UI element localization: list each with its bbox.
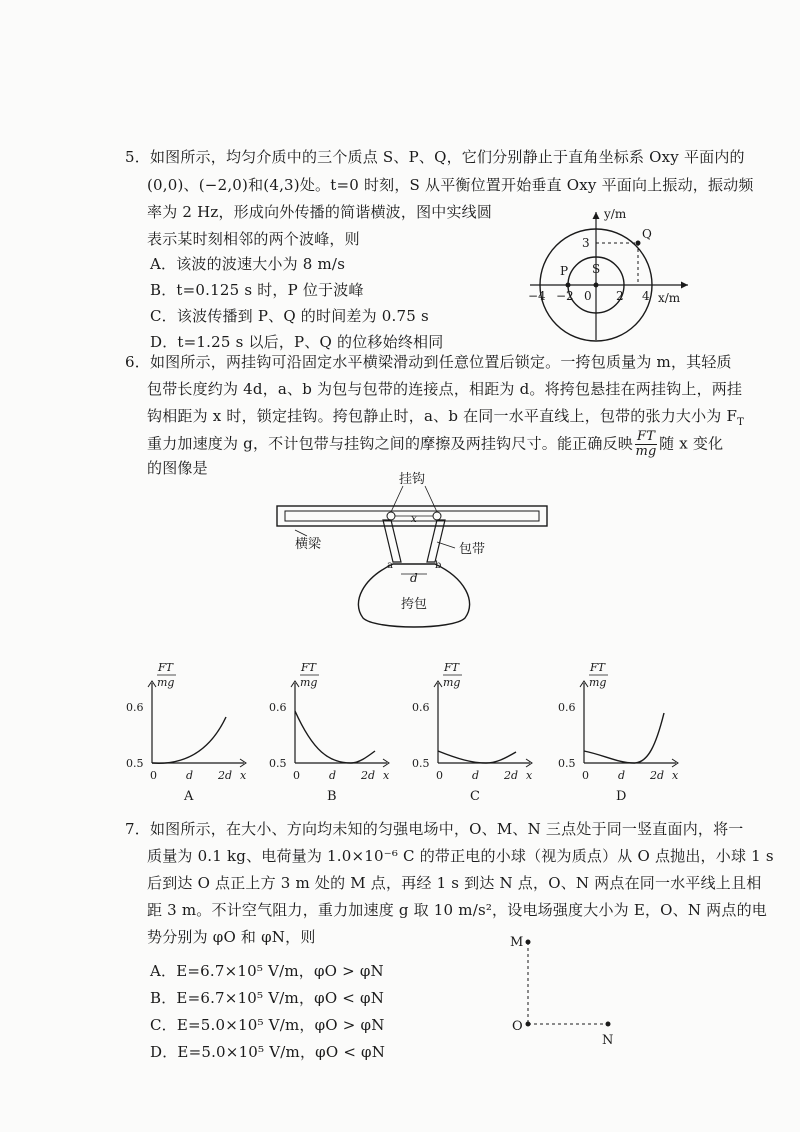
x-tick-0: 0 — [582, 769, 589, 782]
label-beam: 横梁 — [295, 537, 322, 552]
x-tick-2d: 2d — [650, 769, 665, 782]
y-label-den: mg — [157, 676, 175, 689]
ft-over-mg-fraction — [635, 430, 657, 459]
graph-D — [558, 661, 679, 804]
label-d: d — [410, 571, 418, 585]
curve-B — [295, 711, 375, 763]
curve-C — [438, 751, 516, 763]
q7-option-d: D．E=5.0×10⁵ V/m，φO < φN — [150, 1043, 386, 1061]
graph-B — [269, 661, 390, 804]
point-q — [636, 241, 641, 246]
x-axis-label: x — [672, 769, 679, 782]
x-axis-label: x/m — [658, 291, 681, 305]
curve-A — [152, 717, 226, 763]
point-p — [566, 283, 571, 288]
q7-points-figure — [500, 930, 630, 1050]
q5-line-1: 5．如图所示，均匀介质中的三个质点 S、P、Q，它们分别静止于直角坐标系 Oxy 平面内的 — [125, 148, 745, 166]
q5-line-2: (0,0)、(−2,0)和(4,3)处。t=0 时刻，S 从平衡位置开始垂直 Oxy 平面向上振动，振动频 — [147, 176, 754, 194]
label-strap: 包带 — [459, 542, 486, 557]
graph-name-A: A — [184, 789, 194, 804]
hook-left — [387, 512, 395, 520]
graph-name-B: B — [327, 789, 337, 804]
q7-line-1: 7．如图所示，在大小、方向均未知的匀强电场中，O、M、N 三点处于同一竖直面内，将一 — [125, 820, 744, 838]
q6-line-4-tail: 随 x 变化 — [659, 434, 724, 453]
x-tick-d: d — [618, 769, 626, 782]
y-tick-0.5: 0.5 — [269, 757, 287, 770]
x-tick-2d: 2d — [504, 769, 519, 782]
y-label-den: mg — [589, 676, 607, 689]
y-tick-0.6: 0.6 — [558, 701, 576, 714]
label-hook: 挂钩 — [399, 472, 426, 487]
x-axis-label: x — [526, 769, 533, 782]
x-tick-0: 0 — [436, 769, 443, 782]
y-label-num: FT — [444, 661, 459, 674]
x-tick-2d: 2d — [218, 769, 233, 782]
tick-2: 2 — [616, 289, 624, 303]
q6-line-4 — [147, 430, 723, 459]
q6-line-3-text: 钩相距为 x 时，锁定挂钩。挎包静止时，a、b 在同一水平直线上，包带的张力大小为 F — [147, 407, 738, 425]
q5-option-a: A．该波的波速大小为 8 m/s — [150, 255, 346, 273]
label-n: N — [602, 1033, 614, 1048]
label-q: Q — [642, 227, 652, 241]
y-label-num: FT — [590, 661, 605, 674]
q6-line-2: 包带长度约为 4d，a、b 为包与包带的连接点，相距为 d。将挎包悬挂在两挂钩上，两挂 — [147, 380, 743, 398]
q6-graphs — [120, 655, 700, 805]
point-m — [526, 940, 531, 945]
q6-line-3 — [147, 405, 744, 428]
tick-neg2: −2 — [556, 289, 574, 303]
q6-line-1: 6．如图所示，两挂钩可沿固定水平横梁滑动到任意位置后锁定。一挎包质量为 m，其轻质 — [125, 353, 732, 371]
point-o — [526, 1022, 531, 1027]
x-tick-d: d — [472, 769, 480, 782]
graph-name-C: C — [470, 789, 480, 804]
y-label-num: FT — [301, 661, 316, 674]
label-p: P — [560, 264, 569, 278]
q5-wave-figure — [520, 200, 700, 350]
q7-option-c: C．E=5.0×10⁵ V/m，φO > φN — [150, 1016, 385, 1034]
y-tick-0.6: 0.6 — [269, 701, 287, 714]
y-tick-0.6: 0.6 — [412, 701, 430, 714]
q5-line-4: 表示某时刻相邻的两个波峰，则 — [147, 230, 360, 248]
x-tick-2d: 2d — [361, 769, 376, 782]
y-label-num: FT — [158, 661, 173, 674]
x-tick-0: 0 — [150, 769, 157, 782]
frac-num: FT — [636, 429, 656, 444]
x-tick-d: d — [186, 769, 194, 782]
label-x: x — [411, 514, 417, 525]
label-a: a — [387, 560, 393, 571]
q7-option-b: B．E=6.7×10⁵ V/m，φO < φN — [150, 989, 385, 1007]
label-m: M — [510, 935, 524, 950]
x-axis-label: x — [383, 769, 390, 782]
x-axis-label: x — [240, 769, 247, 782]
y-axis-label: y/m — [604, 207, 627, 221]
q6-line-3-sub: T — [737, 417, 744, 428]
q5-option-c: C．该波传播到 P、Q 的时间差为 0.75 s — [150, 307, 429, 325]
y-tick-0.5: 0.5 — [126, 757, 144, 770]
y-tick-0.5: 0.5 — [558, 757, 576, 770]
q6-line-5: 的图像是 — [147, 459, 208, 477]
frac-den: mg — [635, 444, 657, 459]
q7-line-2: 质量为 0.1 kg、电荷量为 1.0×10⁻⁶ C 的带正电的小球（视为质点）从 O 点抛出，小球 1 s — [147, 847, 774, 865]
q6-line-4-text: 重力加速度为 g，不计包带与挂钩之间的摩擦及两挂钩尺寸。能正确反映 — [147, 434, 633, 453]
q5-option-d: D．t=1.25 s 以后，P、Q 的位移始终相同 — [150, 333, 444, 351]
y-tick-0.5: 0.5 — [412, 757, 430, 770]
tick-3: 3 — [582, 236, 590, 250]
graph-A — [126, 661, 247, 804]
y-tick-0.6: 0.6 — [126, 701, 144, 714]
graph-C — [412, 661, 533, 804]
q7-line-3: 后到达 O 点正上方 3 m 处的 M 点，再经 1 s 到达 N 点，O、N 两点在同一水平线上且相 — [147, 874, 762, 892]
x-tick-d: d — [329, 769, 337, 782]
graph-name-D: D — [616, 789, 627, 804]
point-s — [594, 283, 599, 288]
q7-line-5: 势分别为 φO 和 φN，则 — [147, 928, 316, 946]
q5-line-3: 率为 2 Hz，形成向外传播的简谐横波，图中实线圆 — [147, 203, 493, 221]
q7-line-4: 距 3 m。不计空气阻力，重力加速度 g 取 10 m/s²，设电场强度大小为 E，O、N 两点的电 — [147, 901, 767, 919]
tick-4: 4 — [642, 289, 650, 303]
q5-option-b: B．t=0.125 s 时，P 位于波峰 — [150, 281, 364, 299]
tick-0: 0 — [584, 289, 592, 303]
curve-D — [584, 713, 664, 763]
label-b: b — [435, 560, 442, 571]
q7-option-a: A．E=6.7×10⁵ V/m，φO > φN — [150, 962, 384, 980]
q6-bag-diagram — [265, 470, 565, 635]
x-tick-0: 0 — [293, 769, 300, 782]
y-label-den: mg — [300, 676, 318, 689]
label-s: S — [592, 262, 601, 276]
point-n — [606, 1022, 611, 1027]
label-o: O — [512, 1019, 523, 1034]
label-bag: 挎包 — [401, 597, 428, 612]
hook-right — [433, 512, 441, 520]
y-label-den: mg — [443, 676, 461, 689]
tick-neg4: −4 — [528, 289, 546, 303]
